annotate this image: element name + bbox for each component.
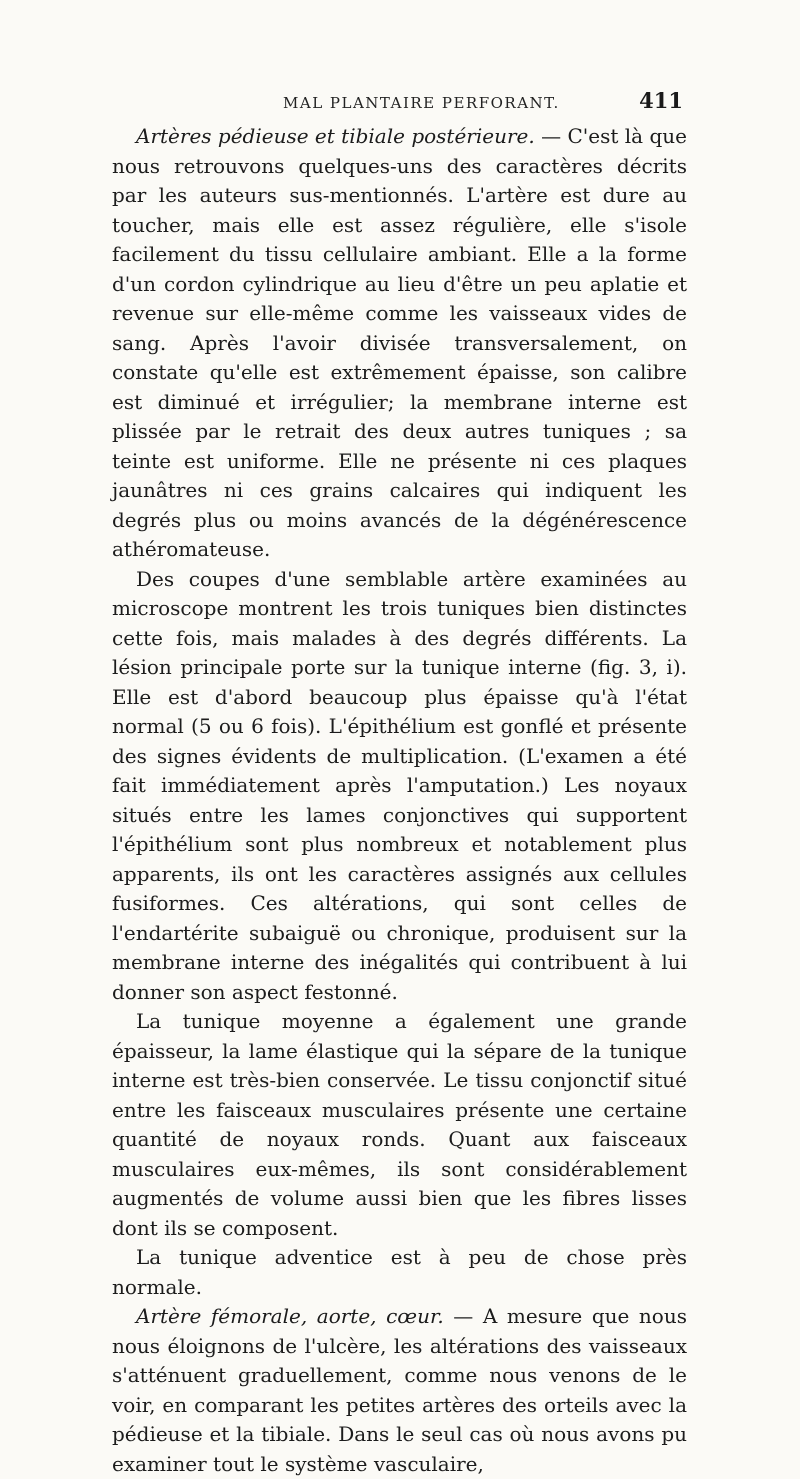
page-header bbox=[115, 88, 685, 122]
page-number: 411 bbox=[639, 88, 683, 113]
paragraph-4: La tunique adventice est à peu de chose près normale. bbox=[112, 1245, 687, 1299]
paragraph-5-text: — A mesure que nous nous éloignons de l'ulcère, les altérations des vaisseaux s'atténuent graduellement, comme nous venons de le voir, en comparant les petites artères des orteils avec la pédieuse et la tibiale. Dans le seul cas où nous avons pu examiner tout le système vasculaire, bbox=[112, 1304, 687, 1476]
paragraph-2: Des coupes d'une semblable artère examinées au microscope montrent les trois tuniques bien distinctes cette fois, mais malades à des degrés différents. La lésion principale porte sur la tunique interne (fig. 3, i). Elle est d'abord beaucoup plus épaisse qu'à l'état normal (5 ou 6 fois). L'épithélium est gonflé et présente des signes évidents de multiplication. (L'examen a été fait immédiatement après l'amputation.) Les noyaux situés entre les lames conjonctives qui supportent l'épithélium sont plus nombreux et notablement plus apparents, ils ont les caractères assignés aux cellules fusiformes. Ces altérations, qui sont celles de l'endartérite subaiguë ou chronique, produisent sur la membrane interne des inégalités qui contribuent à lui donner son aspect festonné. bbox=[112, 566, 687, 1004]
paragraph-5 bbox=[112, 1302, 687, 1479]
paragraph-1 bbox=[112, 122, 687, 565]
paragraph-3: La tunique moyenne a également une grande épaisseur, la lame élastique qui la sépare de la tunique interne est très-bien conservée. Le tissu conjonctif situé entre les faisceaux musculaires présente une certaine quantité de noyaux ronds. Quant aux faisceaux musculaires eux-mêmes, ils sont considérablement augmentés de volume aussi bien que les fibres lisses dont ils se composent. bbox=[112, 1009, 687, 1240]
section-heading-femorale: Artère fémorale, aorte, cœur. bbox=[136, 1304, 444, 1328]
running-title: MAL PLANTAIRE PERFORANT. bbox=[283, 94, 560, 112]
section-heading-pedieuse: Artères pédieuse et tibiale postérieure. bbox=[136, 124, 535, 148]
body-text bbox=[112, 122, 687, 1479]
paragraph-1-text: — C'est là que nous retrouvons quelques-uns des caractères décrits par les auteurs sus-mentionnés. L'artère est dure au toucher, mais elle est assez régulière, elle s'isole facilement du tissu cellulaire ambiant. Elle a la forme d'un cordon cylindrique au lieu d'être un peu aplatie et revenue sur elle-même comme les vaisseaux vides de sang. Après l'avoir divisée transversalement, on constate qu'elle est extrêmement épaisse, son calibre est diminué et irrégulier; la membrane interne est plissée par le retrait des deux autres tuniques ; sa teinte est uniforme. Elle ne présente ni ces plaques jaunâtres ni ces grains calcaires qui indiquent les degrés plus ou moins avancés de la dégénérescence athéromateuse. bbox=[112, 124, 687, 561]
